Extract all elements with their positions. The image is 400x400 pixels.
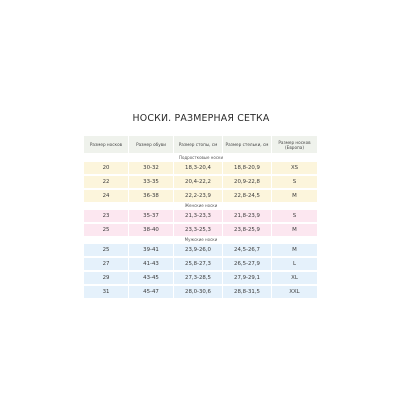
cell-foot-size: 27,3-28,5 bbox=[174, 272, 222, 284]
cell-insole-size: 21,8-23,9 bbox=[223, 210, 271, 222]
cell-shoe-size: 33-35 bbox=[129, 176, 173, 188]
section-label: Подростковые носки bbox=[178, 155, 224, 160]
cell-insole-size: 28,8-31,5 bbox=[223, 286, 271, 298]
cell-foot-size: 28,0-30,6 bbox=[174, 286, 222, 298]
cell-foot-size: 18,3-20,4 bbox=[174, 162, 222, 174]
cell-sock-size: 25 bbox=[84, 224, 128, 236]
cell-foot-size: 25,8-27,3 bbox=[174, 258, 222, 270]
cell-sock-size: 31 bbox=[84, 286, 128, 298]
cell-sock-size: 20 bbox=[84, 162, 128, 174]
cell-shoe-size: 45-47 bbox=[129, 286, 173, 298]
cell-insole-size: 18,8-20,9 bbox=[223, 162, 271, 174]
section-label: Женские носки bbox=[184, 203, 218, 208]
cell-eu-size: XS bbox=[272, 162, 317, 174]
table-row bbox=[84, 286, 318, 298]
cell-sock-size: 27 bbox=[84, 258, 128, 270]
header-sock-size: Размер носков bbox=[84, 136, 128, 153]
table-row bbox=[84, 210, 318, 222]
section-label: Мужские носки bbox=[184, 237, 218, 242]
cell-shoe-size: 35-37 bbox=[129, 210, 173, 222]
table-row bbox=[84, 258, 318, 270]
cell-sock-size: 24 bbox=[84, 190, 128, 202]
cell-eu-size: XL bbox=[272, 272, 317, 284]
table-row bbox=[84, 176, 318, 188]
cell-sock-size: 29 bbox=[84, 272, 128, 284]
cell-sock-size: 23 bbox=[84, 210, 128, 222]
header-insole-size: Размер стельки, см bbox=[223, 136, 271, 153]
cell-insole-size: 27,9-29,1 bbox=[223, 272, 271, 284]
table-row bbox=[84, 272, 318, 284]
cell-foot-size: 22,2-23,9 bbox=[174, 190, 222, 202]
cell-insole-size: 26,5-27,9 bbox=[223, 258, 271, 270]
cell-eu-size: XXL bbox=[272, 286, 317, 298]
cell-shoe-size: 39-41 bbox=[129, 244, 173, 256]
header-eu-size-line1: Размер носков bbox=[278, 139, 311, 145]
table-row bbox=[84, 162, 318, 174]
cell-shoe-size: 30-32 bbox=[129, 162, 173, 174]
size-sections bbox=[84, 155, 318, 298]
table-row bbox=[84, 190, 318, 202]
cell-eu-size: M bbox=[272, 244, 317, 256]
cell-insole-size: 24,5-26,7 bbox=[223, 244, 271, 256]
header-foot-size: Размер стопы, см bbox=[174, 136, 222, 153]
cell-eu-size: L bbox=[272, 258, 317, 270]
header-eu-size bbox=[272, 136, 317, 153]
header-shoe-size: Размер обуви bbox=[129, 136, 173, 153]
size-chart bbox=[84, 112, 318, 298]
cell-shoe-size: 41-43 bbox=[129, 258, 173, 270]
header-eu-size-line2: (Европа) bbox=[285, 144, 304, 150]
cell-eu-size: S bbox=[272, 210, 317, 222]
cell-shoe-size: 38-40 bbox=[129, 224, 173, 236]
cell-eu-size: M bbox=[272, 190, 317, 202]
cell-foot-size: 20,4-22,2 bbox=[174, 176, 222, 188]
cell-shoe-size: 43-45 bbox=[129, 272, 173, 284]
cell-insole-size: 23,8-25,9 bbox=[223, 224, 271, 236]
table-row bbox=[84, 224, 318, 236]
page-title: НОСКИ. РАЗМЕРНАЯ СЕТКА bbox=[132, 113, 270, 124]
cell-foot-size: 23,3-25,3 bbox=[174, 224, 222, 236]
cell-foot-size: 23,9-26,0 bbox=[174, 244, 222, 256]
table-row bbox=[84, 244, 318, 256]
cell-foot-size: 21,3-23,3 bbox=[174, 210, 222, 222]
cell-sock-size: 22 bbox=[84, 176, 128, 188]
cell-eu-size: M bbox=[272, 224, 317, 236]
cell-sock-size: 25 bbox=[84, 244, 128, 256]
cell-insole-size: 20,9-22,8 bbox=[223, 176, 271, 188]
cell-shoe-size: 36-38 bbox=[129, 190, 173, 202]
cell-insole-size: 22,8-24,5 bbox=[223, 190, 271, 202]
cell-eu-size: S bbox=[272, 176, 317, 188]
table-header-row bbox=[84, 136, 318, 153]
